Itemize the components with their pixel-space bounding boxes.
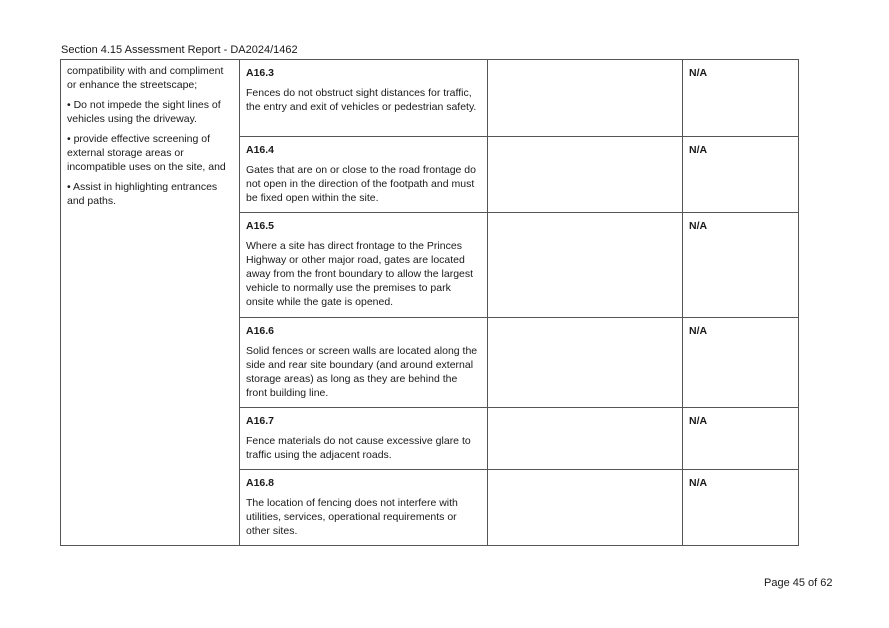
control-code: A16.4 xyxy=(246,144,275,156)
page-number: Page 45 of 62 xyxy=(764,577,833,589)
status-cell xyxy=(683,318,799,408)
control-description: The location of fencing does not interfere with utilities, services, operational requirements or other sites. xyxy=(246,497,458,537)
control-description: Fence materials do not cause excessive glare to traffic using the adjacent roads. xyxy=(246,435,471,461)
status-text: N/A xyxy=(689,415,708,427)
comment-cell xyxy=(488,137,683,213)
control-cell xyxy=(240,318,488,408)
objective-text: • Do not impede the sight lines of vehicles using the driveway. xyxy=(67,99,221,125)
comment-cell xyxy=(488,213,683,318)
status-cell xyxy=(683,137,799,213)
control-code: A16.6 xyxy=(246,325,275,337)
objective-text: • provide effective screening of external storage areas or incompatible uses on the site, and xyxy=(67,133,226,173)
control-cell xyxy=(240,408,488,470)
objectives-cell xyxy=(61,60,240,546)
control-cell xyxy=(240,213,488,318)
control-code: A16.8 xyxy=(246,477,275,489)
control-code: A16.5 xyxy=(246,220,275,232)
comment-cell xyxy=(488,60,683,137)
table-row xyxy=(61,60,799,137)
status-cell xyxy=(683,470,799,546)
control-code: A16.7 xyxy=(246,415,275,427)
assessment-table xyxy=(60,59,799,546)
status-text: N/A xyxy=(689,67,708,79)
control-description: Fences do not obstruct sight distances for traffic, the entry and exit of vehicles or pedestrian safety. xyxy=(246,87,477,113)
control-cell xyxy=(240,137,488,213)
status-text: N/A xyxy=(689,325,708,337)
status-cell xyxy=(683,213,799,318)
comment-cell xyxy=(488,470,683,546)
page-header: Section 4.15 Assessment Report - DA2024/1462 xyxy=(61,44,298,56)
status-cell xyxy=(683,408,799,470)
objective-text: • Assist in highlighting entrances and paths. xyxy=(67,181,218,207)
comment-cell xyxy=(488,318,683,408)
status-text: N/A xyxy=(689,477,708,489)
control-cell xyxy=(240,470,488,546)
status-text: N/A xyxy=(689,144,708,156)
control-code: A16.3 xyxy=(246,67,275,79)
objective-text: compatibility with and compliment or enhance the streetscape; xyxy=(67,65,224,91)
status-cell xyxy=(683,60,799,137)
control-description: Where a site has direct frontage to the Princes Highway or other major road, gates are located away from the front boundary to allow the largest vehicle to normally use the premises to park onsite while the gate is opened. xyxy=(246,240,474,308)
control-description: Gates that are on or close to the road frontage do not open in the direction of the footpath and must be fixed open within the site. xyxy=(246,164,476,204)
status-text: N/A xyxy=(689,220,708,232)
control-description: Solid fences or screen walls are located along the side and rear site boundary (and around external storage areas) as long as they are behind the front building line. xyxy=(246,345,478,399)
comment-cell xyxy=(488,408,683,470)
control-cell xyxy=(240,60,488,137)
